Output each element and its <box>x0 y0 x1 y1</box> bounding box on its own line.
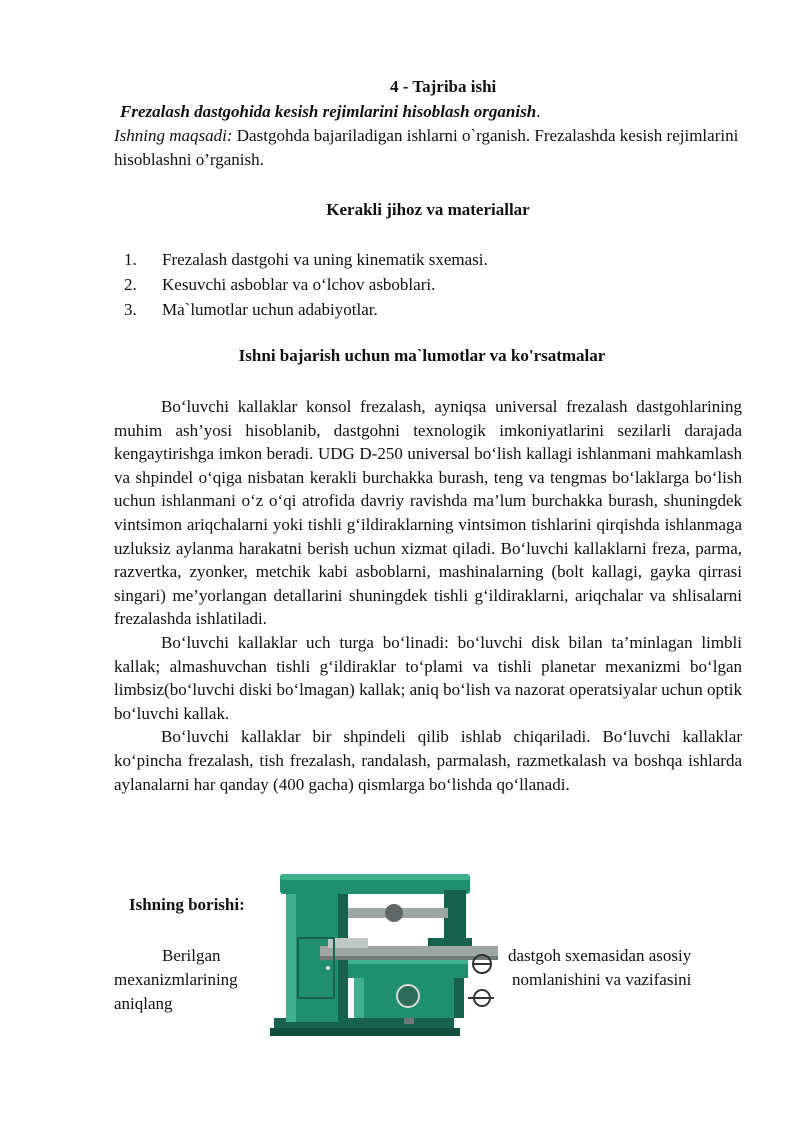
guide-paragraph-2: Bo‘luvchi kallaklar uch turga bo‘linadi: bo‘luvchi disk bilan ta’minlagan limbli kallak; almashuvchan tishli g‘ildiraklar to‘plami va tishli planetar mexanizmi bo‘lgan limbsiz(bo‘luvchi diski bo‘lmagan) kallak; aniq bo‘lish va nazorat operatsiyalar uchun optik bo‘luvchi kallak. <box>114 632 742 723</box>
lab-subtitle <box>120 102 540 122</box>
equipment-item-3 <box>124 298 488 323</box>
lab-subtitle-text: Frezalash dastgohida kesish rejimlarini hisoblash organish <box>120 102 537 121</box>
equipment-item-1 <box>124 248 488 273</box>
equipment-list <box>124 248 488 323</box>
equipment-item-text: Kesuvchi asboblar va o‘lchov asboblari. <box>162 275 436 294</box>
equipment-item-text: Frezalash dastgohi va uning kinematik sxemasi. <box>162 250 488 269</box>
procedure-text-line1-right: dastgoh sxemasidan asosiy <box>508 946 692 965</box>
guide-paragraph-3: Bo‘luvchi kallaklar bir shpindeli qilib ishlab chiqariladi. Bo‘luvchi kallaklar ko‘pincha frezalash, tish frezalash, randalash, parmalash, razmetkalash va boshqa ishlarda aylanalarni har qanday (400 gacha) qismlarga bo‘lishda qo‘llanadi. <box>114 727 742 794</box>
equipment-item-number: 2. <box>124 275 137 294</box>
lab-number-title: 4 - Tajriba ishi <box>390 77 497 96</box>
equipment-item-2 <box>124 273 488 298</box>
guide-title: Ishni bajarish uchun ma`lumotlar va ko'rsatmalar <box>238 346 606 365</box>
milling-machine-image <box>268 868 502 1038</box>
guide-paragraph-1: Bo‘luvchi kallaklar konsol frezalash, ayniqsa universal frezalash dastgohlarining muhim ash’yosi hisoblanib, dastgohni texnologik imkoniyatlarini sezilarli darajada kengaytirishga imkon beradi. UDG D-250 universal bo‘lish kallagi ishlanmani mahkamlash va shpindel o‘qiga nisbatan kerakli burchakka burash, teng va tengmas bo‘laklarga bo‘lish uchun ishlanmani o‘z o‘qi atrofida davriy ravishda ma’lum burchakka burash, shuningdek vintsimon ariqchalarni yoki tishli g‘ildiraklarning vintsimon tishlarini qirqishda ishlanmaga uzluksiz aylanma harakatni berish uchun xizmat qiladi. Bo‘luvchi kallaklarni freza, parma, razvertka, zyonker, metchik kabi asboblarni, mashinalarning (bolt kallagi, gayka qirrasi singari) me’yorlangan detallarini shuningdek tishli g‘ildiraklarni, ariqchalar va shlisalarni frezalashda ishlatiladi. <box>114 397 742 629</box>
equipment-item-number: 1. <box>124 250 137 269</box>
procedure-text-line1-left: Berilgan <box>162 946 221 965</box>
lab-subtitle-period: . <box>536 102 541 121</box>
procedure-text-line2-right: nomlanishini va vazifasini <box>512 970 692 989</box>
procedure-text-line3: aniqlang <box>114 994 173 1013</box>
procedure-title: Ishning borishi: <box>129 895 245 914</box>
equipment-title: Kerakli jihoz va materiallar <box>326 200 530 219</box>
purpose-label: Ishning maqsadi: <box>114 126 233 145</box>
equipment-item-number: 3. <box>124 300 137 319</box>
guide-body <box>114 395 742 796</box>
purpose-paragraph <box>114 124 744 172</box>
equipment-item-text: Ma`lumotlar uchun adabiyotlar. <box>162 300 378 319</box>
purpose-text: Dastgohda bajariladigan ishlarni o`rganish. Frezalashda kesish rejimlarini hisoblashni o’rganish. <box>114 126 739 169</box>
procedure-text-line2-left: mexanizmlarining <box>114 970 238 989</box>
